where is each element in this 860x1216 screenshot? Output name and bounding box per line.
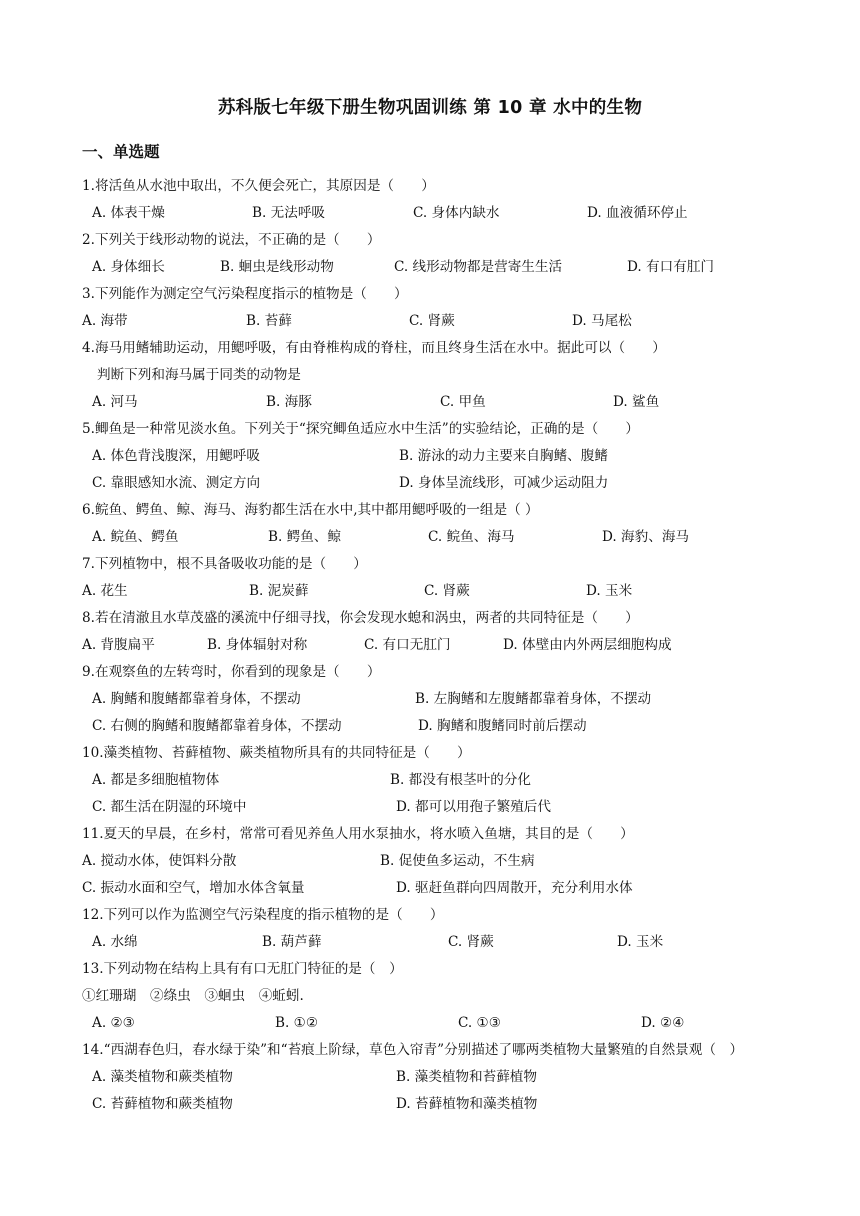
- question-stem: 4.海马用鳍辅助运动，用鳃呼吸，有由脊椎构成的脊柱，而且终身生活在水中。据此可以（ ）: [82, 340, 666, 356]
- option-b: B. 左胸鳍和左腹鳍都靠着身体，不摆动: [415, 691, 652, 707]
- question-stem: 5.鲫鱼是一种常见淡水鱼。下列关于“探究鲫鱼适应水中生活”的实验结论，正确的是（ ）: [82, 421, 640, 437]
- option-d: D. 苔藓植物和藻类植物: [396, 1096, 538, 1112]
- option-a: A. 鲩鱼、鳄鱼: [92, 529, 179, 545]
- option-a: A. 水绵: [92, 934, 138, 950]
- option-d: D. ②④: [641, 1015, 685, 1031]
- option-a: A. 体表干燥: [92, 205, 165, 221]
- option-a: A. 藻类植物和蕨类植物: [92, 1069, 233, 1085]
- option-c: C. 振动水面和空气，增加水体含氧量: [82, 880, 305, 896]
- option-c: C. 有口无肛门: [364, 637, 451, 653]
- option-d: D. 体壁由内外两层细胞构成: [503, 637, 672, 653]
- option-c: C. 鲩鱼、海马: [428, 529, 515, 545]
- question-stem: 9.在观察鱼的左转弯时，你看到的现象是（ ）: [82, 664, 381, 680]
- option-b: B. 鳄鱼、鲸: [268, 529, 342, 545]
- option-b: B. 藻类植物和苔藓植物: [396, 1069, 537, 1085]
- page-title: 苏科版七年级下册生物巩固训练 第 10 章 水中的生物: [217, 98, 643, 118]
- option-a: A. 河马: [92, 394, 138, 410]
- option-a: A. 体色背浅腹深，用鳃呼吸: [92, 448, 260, 464]
- option-c: C. 肾蕨: [424, 583, 470, 599]
- option-c: C. 肾蕨: [409, 313, 455, 329]
- option-b: B. 无法呼吸: [252, 205, 326, 221]
- option-a: A. 背腹扁平: [82, 637, 155, 653]
- question-stem: 3.下列能作为测定空气污染程度指示的植物是（ ）: [82, 286, 408, 302]
- option-d: D. 身体呈流线形，可减少运动阻力: [399, 475, 609, 491]
- question-stem: 6.鲩鱼、鳄鱼、鲸、海马、海豹都生活在水中,其中都用鳃呼吸的一组是（ ）: [82, 502, 539, 518]
- option-d: D. 血液循环停止: [587, 205, 688, 221]
- question-stem: 11.夏天的早晨，在乡村，常常可看见养鱼人用水泵抽水，将水喷入鱼塘，其目的是（ ）: [82, 826, 634, 842]
- option-d: D. 鲨鱼: [613, 394, 660, 410]
- option-a: A. 都是多细胞植物体: [92, 772, 220, 788]
- question-stem: 13.下列动物在结构上具有有口无肛门特征的是（ ）: [82, 961, 403, 977]
- question-items: ①红珊瑚 ②绦虫 ③蛔虫 ④蚯蚓.: [82, 988, 304, 1004]
- option-d: D. 胸鳍和腹鳍同时前后摆动: [418, 718, 587, 734]
- option-b: B. 身体辐射对称: [207, 637, 308, 653]
- option-c: C. 线形动物都是营寄生生活: [394, 259, 563, 275]
- option-c: C. 右侧的胸鳍和腹鳍都靠着身体，不摆动: [92, 718, 342, 734]
- option-c: C. 甲鱼: [440, 394, 486, 410]
- option-a: A. 海带: [82, 313, 128, 329]
- option-d: D. 马尾松: [572, 313, 632, 329]
- option-c: C. 苔藓植物和蕨类植物: [92, 1096, 233, 1112]
- option-c: C. 身体内缺水: [413, 205, 500, 221]
- option-b: B. 苔藓: [246, 313, 292, 329]
- option-a: A. 胸鳍和腹鳍都靠着身体，不摆动: [92, 691, 301, 707]
- option-d: D. 玉米: [586, 583, 633, 599]
- question-stem: 14.“西湖春色归，春水绿于染”和“苔痕上阶绿，草色入帘青”分别描述了哪两类植物大量繁殖的自然景观（ ）: [82, 1042, 744, 1058]
- section-heading: 一、单选题: [82, 143, 160, 161]
- option-d: D. 有口有肛门: [627, 259, 715, 275]
- option-a: A. 搅动水体，使饵料分散: [82, 853, 237, 869]
- option-a: A. 身体细长: [92, 259, 165, 275]
- option-b: B. ①②: [275, 1015, 319, 1031]
- question-stem: 2.下列关于线形动物的说法，不正确的是（ ）: [82, 232, 381, 248]
- option-a: A. ②③: [92, 1015, 135, 1031]
- option-b: B. 促使鱼多运动，不生病: [380, 853, 535, 869]
- option-c: C. ①③: [458, 1015, 501, 1031]
- question-stem: 8.若在清澈且水草茂盛的溪流中仔细寻找，你会发现水螅和涡虫，两者的共同特征是（ ）: [82, 610, 639, 626]
- option-b: B. 海豚: [266, 394, 312, 410]
- question-stem-continued: 判断下列和海马属于同类的动物是: [97, 367, 301, 383]
- option-c: C. 都生活在阴湿的环境中: [92, 799, 247, 815]
- question-stem: 7.下列植物中，根不具备吸收功能的是（ ）: [82, 556, 367, 572]
- option-c: C. 靠眼感知水流、测定方向: [92, 475, 261, 491]
- option-b: B. 蛔虫是线形动物: [220, 259, 334, 275]
- option-d: D. 玉米: [617, 934, 664, 950]
- option-a: A. 花生: [82, 583, 128, 599]
- option-d: D. 驱赶鱼群向四周散开，充分利用水体: [396, 880, 633, 896]
- option-b: B. 葫芦藓: [262, 934, 322, 950]
- option-b: B. 泥炭藓: [249, 583, 309, 599]
- option-d: D. 海豹、海马: [602, 529, 690, 545]
- option-b: B. 游泳的动力主要来自胸鳍、腹鳍: [399, 448, 608, 464]
- question-stem: 12.下列可以作为监测空气污染程度的指示植物的是（ ）: [82, 907, 444, 923]
- option-d: D. 都可以用孢子繁殖后代: [396, 799, 551, 815]
- question-stem: 10.藻类植物、苔藓植物、蕨类植物所具有的共同特征是（ ）: [82, 745, 471, 761]
- question-stem: 1.将活鱼从水池中取出，不久便会死亡，其原因是（ ）: [82, 178, 435, 194]
- option-c: C. 肾蕨: [448, 934, 494, 950]
- option-b: B. 都没有根茎叶的分化: [390, 772, 531, 788]
